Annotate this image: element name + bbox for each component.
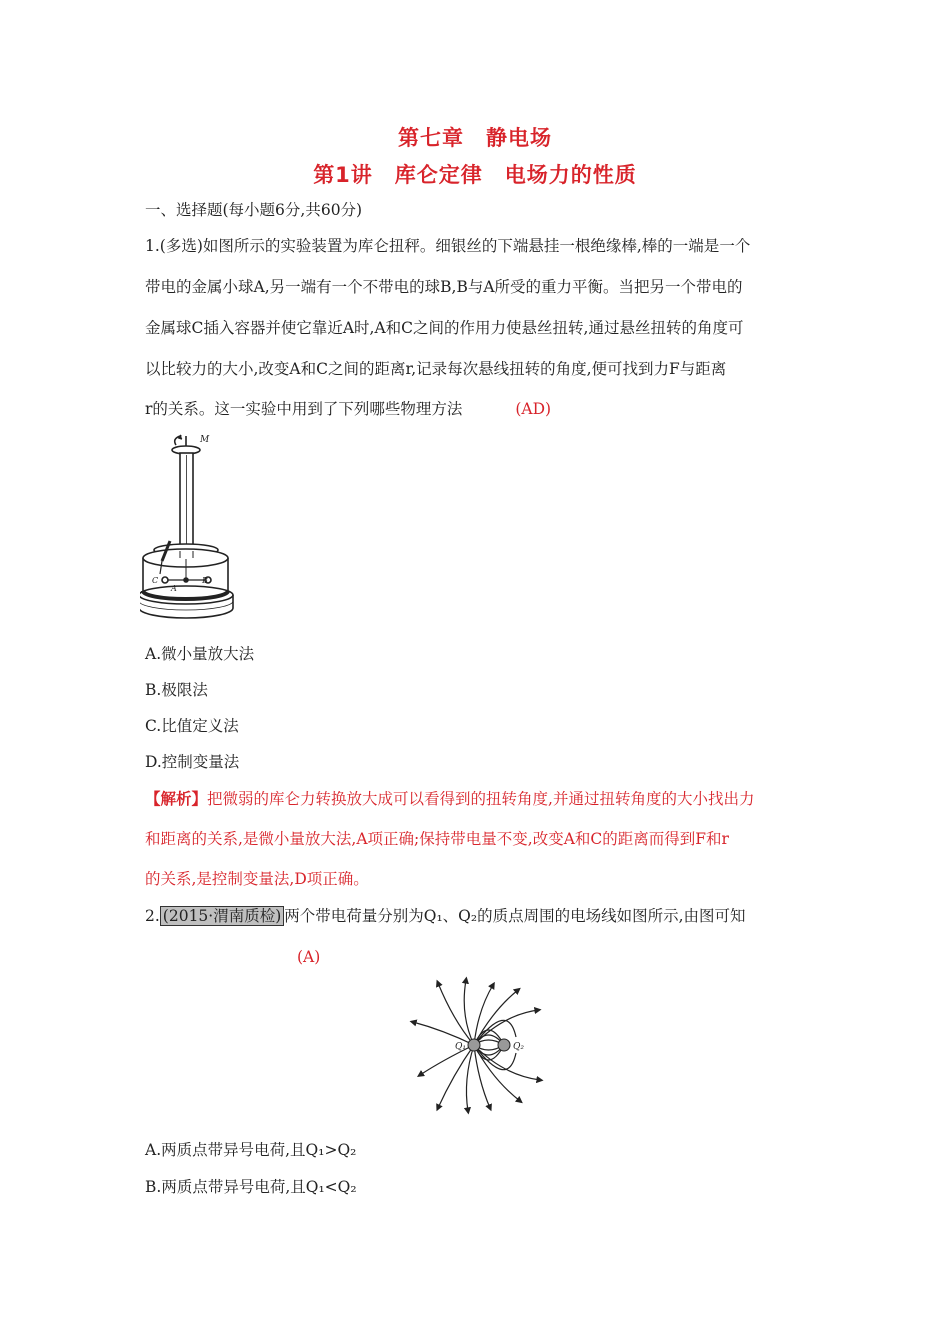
q2-stem-text: 两个带电荷量分别为Q₁、Q₂的质点周围的电场线如图所示,由图可知 [284, 907, 746, 925]
chapter-title: 第七章 静电场 [398, 126, 552, 150]
q2-number: 2. [145, 907, 160, 925]
q1-line-4: 以比较力的大小,改变A和C之间的距离r,记录每次悬线扭转的角度,便可找到力F与距离 [145, 360, 727, 378]
q1-line-3: 金属球C插入容器并使它靠近A时,A和C之间的作用力使悬丝扭转,通过悬丝扭转的角度可 [145, 319, 744, 337]
q2-stem [145, 906, 746, 926]
q1-option-b: B.极限法 [145, 681, 208, 699]
section-heading: 一、选择题(每小题6分,共60分) [145, 201, 363, 219]
analysis-line-2: 和距离的关系,是微小量放大法,A项正确;保持带电量不变,改变A和C的距离而得到F和r [145, 830, 729, 848]
q1-line-5 [145, 399, 551, 419]
q2-option-b: B.两质点带异号电荷,且Q₁<Q₂ [145, 1178, 357, 1196]
q1-option-c: C.比值定义法 [145, 717, 239, 735]
analysis-line-1 [145, 789, 754, 809]
analysis-tag: 【解析】 [145, 789, 208, 808]
label-q2: Q₂ [513, 1042, 524, 1052]
q1-last-line: r的关系。这一实验中用到了下列哪些物理方法 [145, 400, 463, 418]
torsion-balance-figure [140, 433, 245, 628]
q1-answer: (AD) [515, 400, 552, 418]
q1-option-a: A.微小量放大法 [145, 645, 255, 663]
analysis-text-1: 把微弱的库仑力转换放大成可以看得到的扭转角度,并通过扭转角度的大小找出力 [207, 790, 755, 808]
q2-source-tag: (2015·渭南质检) [160, 906, 284, 926]
label-q1: Q₁ [455, 1042, 466, 1052]
q1-option-d: D.控制变量法 [145, 753, 240, 771]
q2-option-a: A.两质点带异号电荷,且Q₁>Q₂ [145, 1141, 357, 1159]
q1-line-1: 1.(多选)如图所示的实验装置为库仑扭秤。细银丝的下端悬挂一根绝缘棒,棒的一端是一个 [145, 237, 751, 255]
q2-answer: (A) [297, 948, 321, 966]
label-a: A [171, 584, 177, 593]
label-b: B [202, 576, 208, 585]
field-lines-figure [408, 975, 548, 1115]
analysis-line-3: 的关系,是控制变量法,D项正确。 [145, 870, 369, 888]
label-c: C [152, 576, 159, 585]
label-m: M [200, 435, 210, 445]
q1-line-2: 带电的金属小球A,另一端有一个不带电的球B,B与A所受的重力平衡。当把另一个带电的 [145, 278, 743, 296]
lesson-title: 第1讲 库仑定律 电场力的性质 [313, 163, 637, 187]
